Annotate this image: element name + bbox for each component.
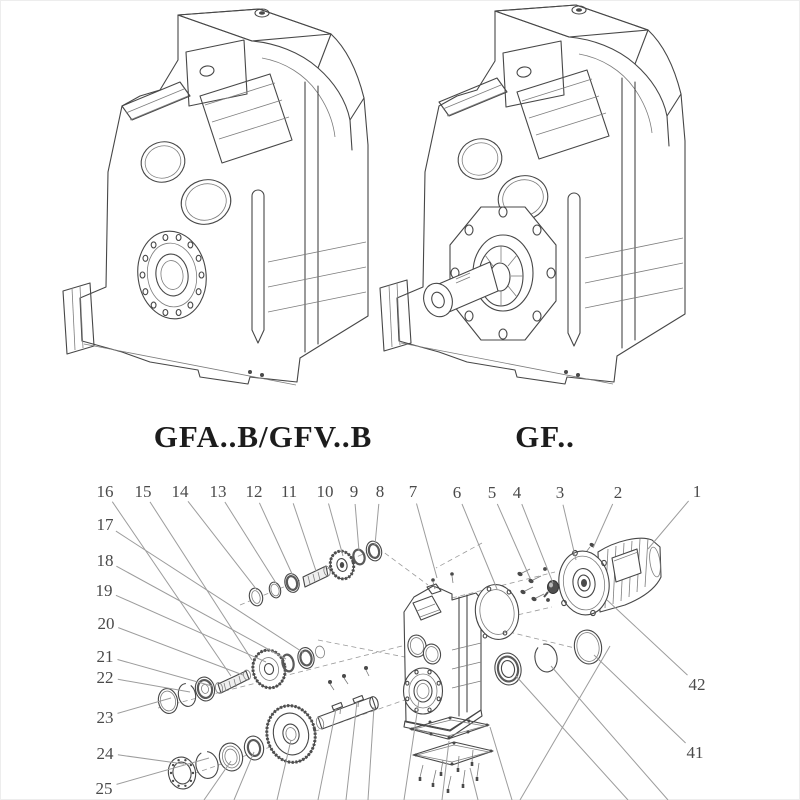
- callout-3: 3: [555, 483, 565, 502]
- callout-6: 6: [452, 483, 462, 502]
- callout-19: 19: [95, 581, 113, 600]
- callout-4: 4: [512, 483, 522, 502]
- callout-2: 2: [613, 483, 623, 502]
- model-label-right: GF..: [515, 419, 575, 454]
- callout-21: 21: [96, 647, 114, 666]
- callout-25: 25: [95, 779, 113, 798]
- callout-5: 5: [487, 483, 497, 502]
- callout-8: 8: [375, 482, 385, 501]
- callout-13: 13: [209, 482, 227, 501]
- callout-23: 23: [96, 708, 114, 727]
- callout-41: 41: [686, 743, 704, 762]
- gear-housing: [404, 572, 483, 737]
- callout-1: 1: [692, 482, 702, 501]
- callout-9: 9: [349, 482, 359, 501]
- callout-15: 15: [134, 482, 152, 501]
- callout-16: 16: [96, 482, 114, 501]
- callout-42: 42: [688, 675, 706, 694]
- callout-24: 24: [96, 744, 114, 763]
- callout-17: 17: [96, 515, 114, 534]
- callout-12: 12: [245, 482, 263, 501]
- callout-14: 14: [171, 482, 189, 501]
- callout-11: 11: [280, 482, 298, 501]
- callout-22: 22: [96, 668, 114, 687]
- callout-18: 18: [96, 551, 114, 570]
- callout-10: 10: [316, 482, 334, 501]
- callout-20: 20: [97, 614, 115, 633]
- model-label-left: GFA..B/GFV..B: [153, 419, 373, 454]
- callout-7: 7: [408, 482, 418, 501]
